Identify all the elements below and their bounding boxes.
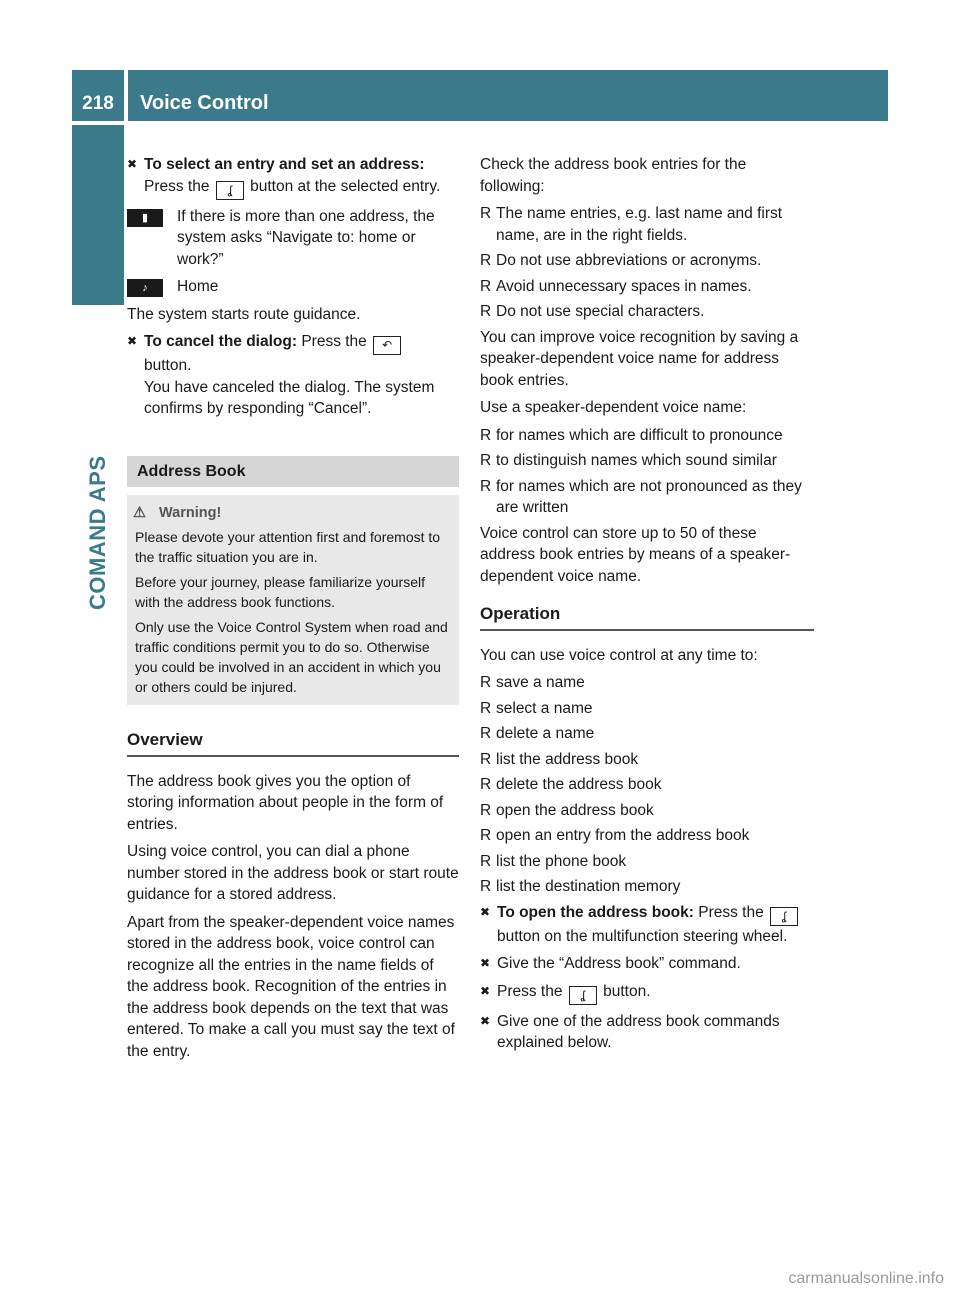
step-text: Give one of the address book commands explained below. — [497, 1012, 780, 1051]
list-item-text: to distinguish names which sound similar — [496, 452, 777, 469]
user-voice-icon: ♪ — [127, 279, 163, 297]
bullet-icon: R — [480, 827, 492, 844]
list-item — [480, 276, 814, 298]
warning-heading — [135, 503, 451, 523]
bullet-icon: R — [480, 674, 492, 691]
list-item — [480, 723, 814, 745]
right-column — [480, 154, 814, 1060]
bullet-icon: R — [480, 852, 492, 870]
bullet-icon: R — [480, 725, 492, 742]
step-press-button — [480, 981, 814, 1005]
bullet-icon: R — [480, 878, 492, 895]
list-item — [480, 698, 814, 720]
voice-control-key-icon: ʆ — [770, 907, 798, 926]
section-heading-address-book: Address Book — [127, 456, 459, 488]
list-item — [480, 425, 814, 447]
list-item-text: open the address book — [496, 801, 654, 819]
list-item — [480, 301, 814, 323]
list-item-text: The name entries, e.g. last name and first name, are in the right fields. — [496, 205, 783, 244]
list-item-text: list the destination memory — [496, 878, 681, 895]
use-list — [480, 425, 814, 519]
list-item — [480, 450, 814, 472]
step-text: Press the — [497, 982, 563, 1000]
list-item — [480, 774, 814, 796]
warning-title: Warning! — [159, 505, 222, 521]
paragraph: The address book gives you the option of storing information about people in the form of entries. — [127, 772, 444, 833]
list-item — [480, 825, 814, 847]
step-give-command — [480, 953, 814, 975]
paragraph: Apart from the speaker-dependent voice names stored in the address book, voice control can recognize all the entries in the name fields of the address book. Recognition of the entries in the address book depends on the text that was entered. To make a call you must say the text of the entry. — [127, 913, 455, 1060]
step-text: Press the — [698, 903, 764, 921]
list-item-text: Do not use abbreviations or acronyms. — [496, 252, 762, 269]
header-bar — [128, 70, 888, 121]
list-item — [480, 851, 814, 873]
step-arrow-icon: ✖ — [480, 956, 491, 970]
bullet-icon: R — [480, 776, 492, 793]
list-item — [480, 672, 814, 694]
user-response — [127, 276, 459, 298]
step-text: button. — [603, 982, 651, 1000]
step-cancel-dialog — [127, 331, 459, 420]
voice-control-key-icon: ʆ — [569, 986, 597, 1005]
paragraph: Voice control can store up to 50 of these address book entries by means of a speaker-dependent voice name. — [480, 524, 791, 585]
bullet-icon: R — [480, 452, 492, 469]
step-text: Press the — [301, 333, 367, 350]
route-text: The system starts route guidance. — [127, 305, 361, 323]
list-item-text: list the address book — [496, 750, 639, 768]
step-arrow-icon: ✖ — [127, 157, 138, 171]
step-text: button. — [144, 357, 192, 374]
paragraph: You can improve voice recognition by saving a speaker-dependent voice name for address book entries. — [480, 328, 799, 389]
warning-text: Before your journey, please familiarize yourself with the address book functions. — [135, 574, 425, 610]
list-item — [480, 250, 814, 272]
list-item-text: for names which are not pronounced as they are written — [496, 477, 802, 516]
bullet-icon: R — [480, 277, 492, 295]
list-item-text: select a name — [496, 699, 593, 717]
bullet-icon: R — [480, 699, 492, 717]
side-section-label: COMAND APS — [85, 455, 110, 610]
step-heading: To select an entry and set an address: — [144, 156, 425, 173]
system-icon: ▮ — [127, 209, 163, 227]
list-item — [480, 203, 814, 246]
step-arrow-icon: ✖ — [480, 904, 491, 919]
list-item-text: delete the address book — [496, 776, 662, 793]
list-item-text: list the phone book — [496, 852, 627, 870]
operation-list — [480, 672, 814, 898]
list-item — [480, 476, 814, 519]
step-select-entry — [127, 154, 459, 200]
paragraph: Use a speaker-dependent voice name: — [480, 399, 747, 416]
side-tab — [72, 125, 124, 305]
bullet-icon: R — [480, 252, 492, 269]
step-text: Give the “Address book” command. — [497, 955, 741, 972]
bullet-icon: R — [480, 801, 492, 819]
warning-text: Please devote your attention first and foremost to the traffic situation you are in. — [135, 529, 441, 565]
left-column — [127, 154, 459, 1068]
warning-box — [127, 495, 459, 705]
bullet-icon: R — [480, 750, 492, 768]
page-title: Voice Control — [140, 92, 269, 114]
list-item — [480, 749, 814, 771]
paragraph: You can use voice control at any time to: — [480, 646, 758, 664]
page-number-box — [72, 70, 124, 121]
list-item-text: Avoid unnecessary spaces in names. — [496, 277, 752, 295]
list-item-text: delete a name — [496, 725, 595, 742]
back-key-icon: ↶ — [373, 336, 401, 355]
step-arrow-icon: ✖ — [480, 1013, 491, 1028]
step-heading: To open the address book: — [497, 903, 694, 921]
subheading-overview: Overview — [127, 729, 459, 757]
voice-control-key-icon: ʆ — [216, 181, 244, 200]
system-response-text: If there is more than one address, the system asks “Navigate to: home or work?” — [177, 207, 435, 268]
user-response-text: Home — [177, 278, 219, 295]
page-number: 218 — [82, 93, 114, 114]
list-item — [480, 876, 814, 898]
paragraph: Using voice control, you can dial a phone number stored in the address book or start route guidance for a stored address. — [127, 843, 459, 903]
bullet-icon: R — [480, 205, 492, 222]
step-arrow-icon: ✖ — [127, 334, 138, 348]
list-item-text: open an entry from the address book — [496, 827, 750, 844]
step-text: Press the — [144, 177, 210, 195]
watermark: carmanualsonline.info — [788, 1270, 944, 1287]
paragraph: Check the address book entries for the following: — [480, 156, 747, 195]
step-arrow-icon: ✖ — [480, 983, 491, 998]
warning-text: Only use the Voice Control System when road and traffic conditions permit you to do so. Otherwise you could be involved in an accident in which you or others could be injured. — [135, 619, 448, 695]
step-text: button at the selected entry. — [250, 177, 441, 195]
list-item-text: for names which are difficult to pronounce — [496, 426, 783, 444]
list-item-text: Do not use special characters. — [496, 303, 705, 320]
bullet-icon: R — [480, 426, 492, 444]
bullet-icon: R — [480, 303, 492, 320]
subheading-operation: Operation — [480, 603, 814, 631]
bullet-icon: R — [480, 477, 492, 495]
step-text: You have canceled the dialog. The system confirms by responding “Cancel”. — [144, 378, 435, 417]
system-response — [127, 206, 459, 271]
step-heading: To cancel the dialog: — [144, 333, 298, 350]
warning-icon: ⚠ — [133, 505, 146, 521]
step-text: button on the multifunction steering wheel. — [497, 927, 788, 945]
step-give-commands — [480, 1011, 814, 1054]
step-open-address-book — [480, 902, 814, 948]
list-item-text: save a name — [496, 674, 585, 691]
list-item — [480, 800, 814, 822]
check-list — [480, 203, 814, 323]
